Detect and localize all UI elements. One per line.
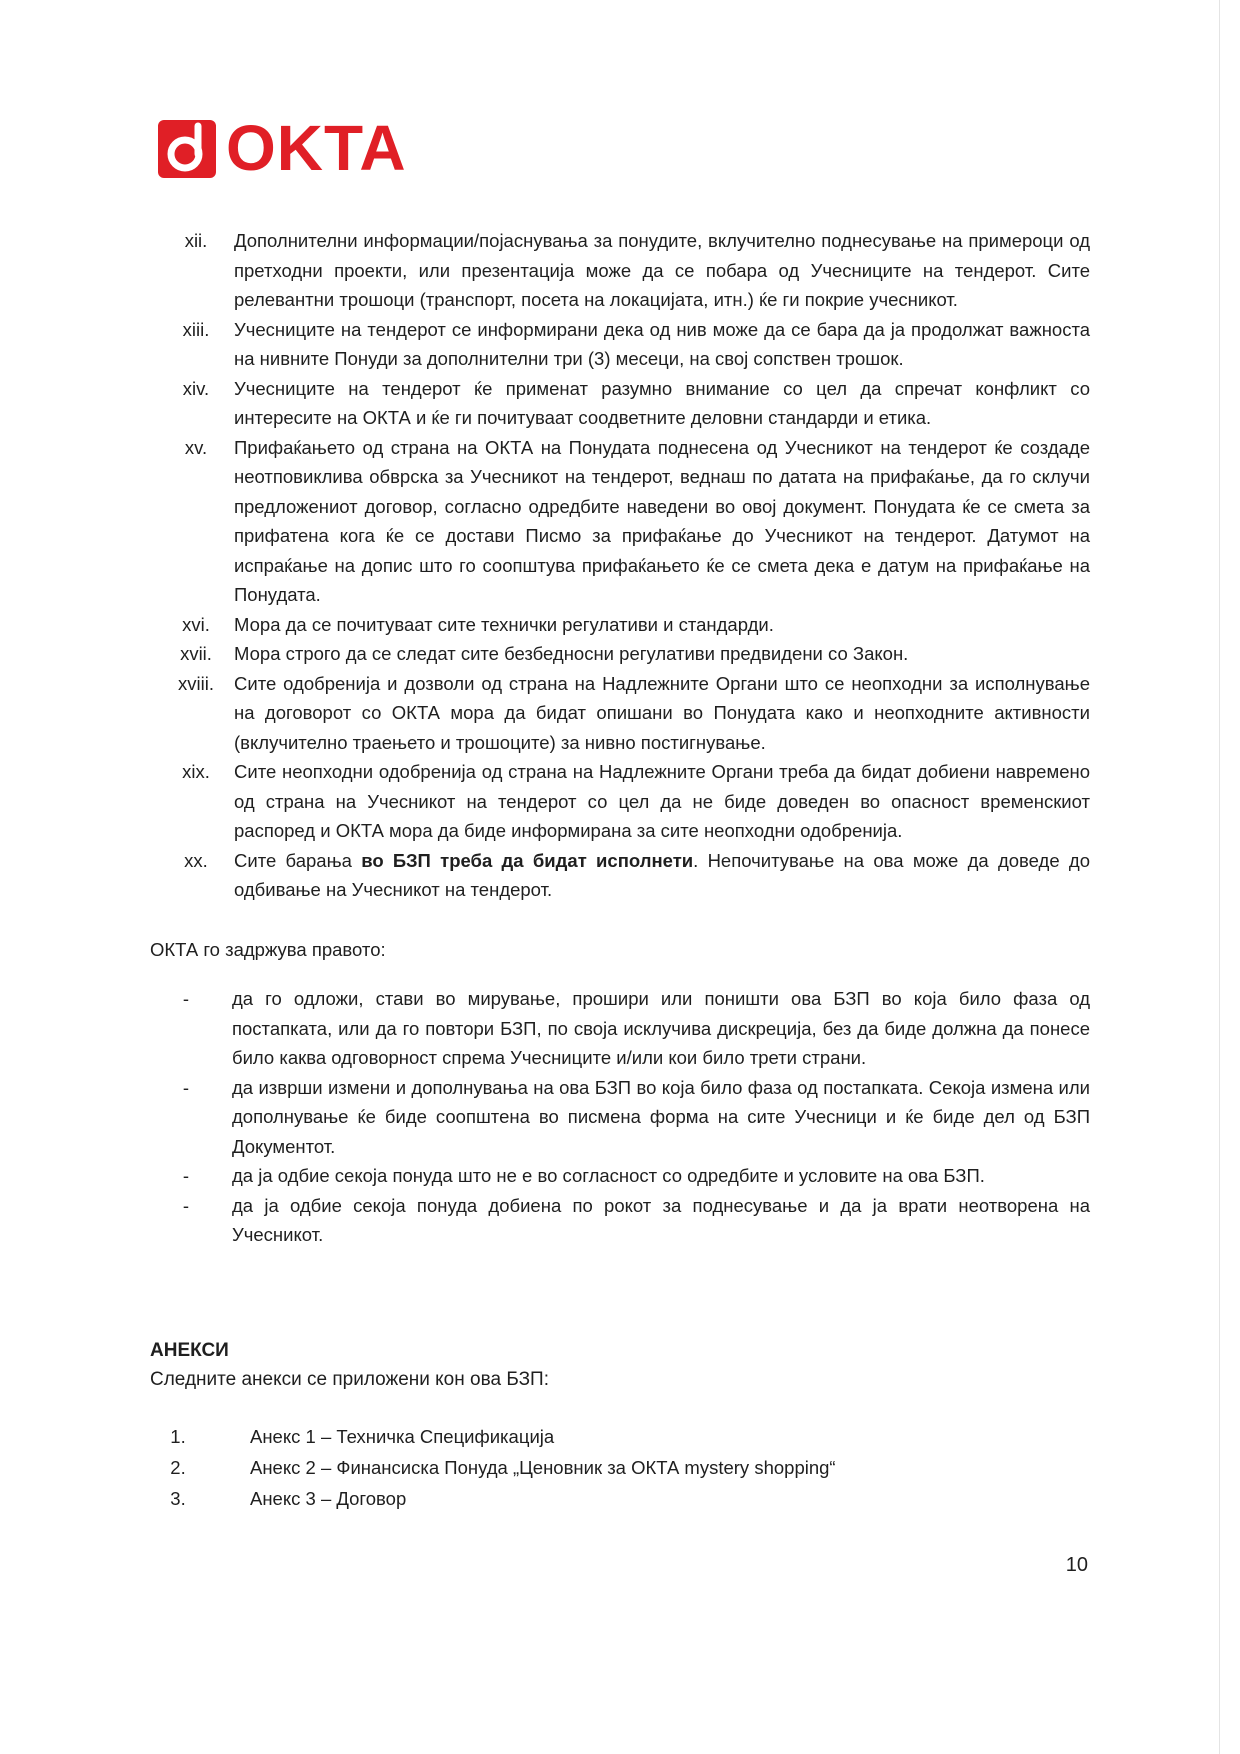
bullet-text: да ја одбие секоја понуда што не е во согласност со одредбите и условите на ова БЗП.: [232, 1165, 985, 1186]
annex-number: 1.: [170, 1425, 186, 1447]
bullet-text: да ја одбие секоја понуда добиена по рокот за поднесување и да ја врати неотворена на Учесникот.: [232, 1194, 1090, 1245]
annex-list: [150, 1421, 1090, 1514]
list-item: [150, 1483, 1090, 1514]
item-text-bold: во БЗП треба да бидат исполнети: [361, 849, 694, 871]
list-item: [150, 846, 1090, 905]
annex-text: Анекс 1 – Техничка Спецификација: [250, 1425, 555, 1447]
list-item: [150, 1191, 1090, 1250]
okta-logo-mark-icon: [158, 116, 220, 180]
list-item: [150, 669, 1090, 758]
bullet-text: да изврши измени и дополнувања на ова БЗП во која било фаза од постапката. Секоја измена или дополнување ќе биде соопштена во писмена форма на сите Учесници и ќе биде дел од БЗП Документот.: [232, 1076, 1090, 1157]
item-text: Прифаќањето од страна на ОКТА на Понудата поднесена од Учесникот на тендерот ќе создаде неотповиклива обврска за Учесникот на тендерот, веднаш по датата на прифаќање, да го склучи предложениот договор, согласно одредбите наведени во овој документ. Понудата ќе се смета за прифатена кога ќе се достави Писмо за прифаќање до Учесникот на тендерот. Датумот на испраќање на допис што го соопштува прифаќањето ќе се смета дека е датум на прифаќање на Понудата.: [234, 436, 1090, 605]
page-edge-line: [1219, 0, 1220, 1754]
list-item: [150, 610, 1090, 640]
annex-text: Анекс 3 – Договор: [250, 1487, 407, 1509]
item-number: xix.: [182, 761, 210, 782]
logo-text: OKTA: [226, 112, 407, 184]
item-number: xiv.: [182, 377, 210, 399]
annex-heading: АНЕКСИ: [150, 1339, 229, 1361]
item-text: [224, 846, 1090, 905]
annex-text: Анекс 2 – Финансиска Понуда „Ценовник за ОКТА mystery shopping“: [250, 1456, 836, 1478]
list-item: [150, 374, 1090, 433]
reserve-list: [150, 984, 1090, 1250]
bullet-text: да го одложи, стави во мирување, прошири или поништи ова БЗП во која било фаза од постапката, или да го повтори БЗП, по своја исклучива дискреција, без да биде должна да понесе било каква одговорност спрема Учесниците и/или кои било трети страни.: [232, 988, 1090, 1068]
item-number: xx.: [184, 849, 208, 871]
item-text: Учесниците на тендерот ќе применат разумно внимание со цел да спречат конфликт со интересите на ОКТА и ќе ги почитуваат соодветните деловни стандарди и етика.: [234, 377, 1090, 428]
item-text: Сите одобренија и дозволи од страна на Надлежните Органи што се неопходни за исполнување на договорот со ОКТА мора да бидат опишани во Понудата како и неопходните активности (вклучително траењето и трошоците) за нивно постигнување.: [234, 672, 1090, 753]
item-text: Учесниците на тендерот се информирани дека од нив може да се бара да ја продолжат важноста на нивните Понуди за дополнителни три (3) месеци, на свој сопствен трошок.: [234, 318, 1090, 369]
reserve-intro: ОКТА го задржува правото:: [150, 938, 386, 960]
list-item: [150, 226, 1090, 315]
bullet-dash: -: [182, 1194, 190, 1216]
conditions-list: [150, 226, 1090, 905]
page-number: 10: [1065, 1554, 1088, 1576]
item-number: xvii.: [180, 643, 212, 664]
document-body: [150, 226, 1090, 1514]
item-number: xviii.: [178, 672, 214, 694]
list-item: [150, 1073, 1090, 1162]
list-item: [150, 984, 1090, 1073]
bullet-dash: -: [182, 1076, 190, 1098]
list-item: [150, 315, 1090, 374]
annex-intro: Следните анекси се приложени кон ова БЗП:: [150, 1369, 549, 1390]
list-item: [150, 1421, 1090, 1452]
item-text-pre: Сите барања: [234, 849, 362, 871]
item-text-post: . Непочитување на ова може да доведе до одбивање на Учесникот на тендерот.: [234, 849, 1090, 900]
item-number: xvi.: [182, 613, 210, 635]
list-item: [150, 1452, 1090, 1483]
item-text: Дополнителни информации/појаснувања за понудите, вклучително поднесување на примероци од претходни проекти, или презентација може да се побара од Учесниците на тендерот. Сите релевантни трошоци (транспорт, посета на локацијата, итн.) ќе ги покрие учесникот.: [234, 230, 1090, 310]
list-item: [150, 433, 1090, 610]
list-item: [150, 1161, 1090, 1191]
annex-number: 2.: [170, 1456, 186, 1478]
item-text: Мора да се почитуваат сите технички регулативи и стандарди.: [234, 613, 774, 635]
item-number: xv.: [184, 436, 208, 458]
item-number: xii.: [184, 230, 208, 251]
item-text: Мора строго да се следат сите безбедносни регулативи предвидени со Закон.: [234, 643, 909, 664]
item-text: Сите неопходни одобренија од страна на Надлежните Органи треба да бидат добиени навремено од страна на Учесникот на тендерот со цел да не биде доведен во опасност временскиот распоред и ОКТА мора да биде информирана за сите неопходни одобренија.: [234, 761, 1090, 841]
bullet-dash: -: [182, 988, 190, 1009]
okta-logo: [158, 112, 407, 184]
bullet-dash: -: [182, 1165, 190, 1186]
annex-number: 3.: [170, 1487, 186, 1509]
list-item: [150, 757, 1090, 846]
list-item: [150, 639, 1090, 669]
item-number: xiii.: [182, 318, 210, 340]
